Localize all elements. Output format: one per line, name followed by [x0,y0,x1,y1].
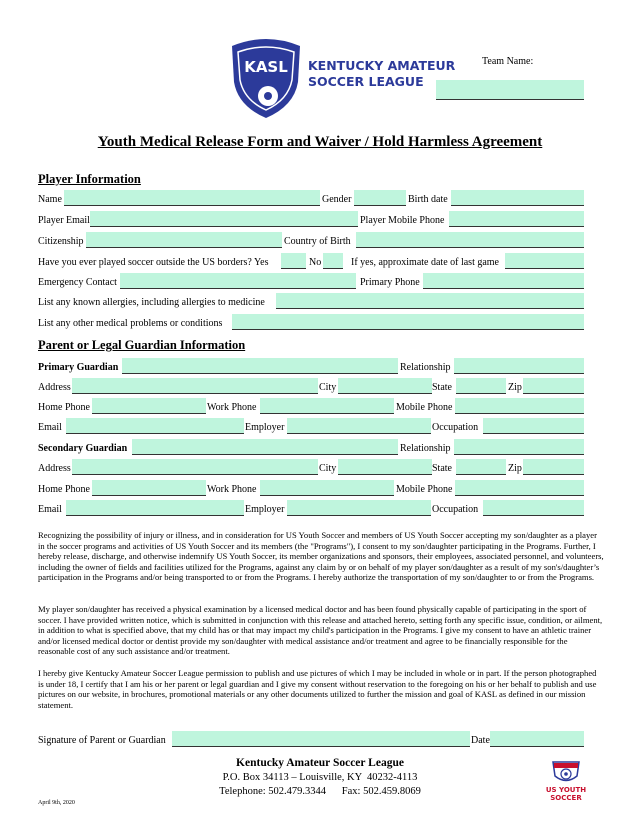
signature-date-label: Date [471,735,490,746]
usys-ball-icon [544,760,588,786]
played-outside-no-label: No [309,257,322,268]
primary-phone-field[interactable] [423,273,584,289]
last-game-date-field[interactable] [505,253,584,269]
primary-relationship-label: Relationship [400,362,451,373]
primary-guardian-field[interactable] [122,358,398,374]
us-youth-soccer-logo [544,760,588,808]
secondary-occupation-field[interactable] [483,500,584,516]
played-outside-label: Have you ever played soccer outside the US borders? Yes [38,257,269,268]
primary-state-label: State [432,382,452,393]
secondary-state-field[interactable] [456,459,506,475]
primary-relationship-field[interactable] [454,358,584,374]
secondary-relationship-field[interactable] [454,439,584,455]
primary-work-phone-label: Work Phone [207,402,257,413]
emergency-contact-label: Emergency Contact [38,277,117,288]
primary-occupation-label: Occupation [432,422,479,433]
player-email-field[interactable] [90,211,358,227]
player-mobile-field[interactable] [449,211,584,227]
player-mobile-label: Player Mobile Phone [360,215,445,226]
secondary-employer-field[interactable] [287,500,431,516]
secondary-email-field[interactable] [66,500,244,516]
secondary-mobile-phone-label: Mobile Phone [396,484,453,495]
primary-home-phone-label: Home Phone [38,402,90,413]
primary-email-field[interactable] [66,418,244,434]
allergies-label: List any known allergies, including allergies to medicine [38,297,265,308]
secondary-guardian-field[interactable] [132,439,398,455]
primary-zip-label: Zip [508,382,522,393]
primary-city-label: City [319,382,337,393]
secondary-relationship-label: Relationship [400,443,451,454]
citizenship-field[interactable] [86,232,282,248]
primary-email-label: Email [38,422,62,433]
primary-city-field[interactable] [338,378,432,394]
primary-work-phone-field[interactable] [260,398,394,414]
birth-date-field[interactable] [451,190,584,206]
signature-date-field[interactable] [490,731,584,747]
primary-address-field[interactable] [72,378,318,394]
secondary-zip-label: Zip [508,463,522,474]
primary-zip-field[interactable] [523,378,584,394]
secondary-email-label: Email [38,504,62,515]
name-field[interactable] [64,190,320,206]
logo-letters: KASL [244,58,288,76]
secondary-address-field[interactable] [72,459,318,475]
allergies-field[interactable] [276,293,584,309]
primary-mobile-phone-field[interactable] [455,398,584,414]
secondary-work-phone-field[interactable] [260,480,394,496]
form-title: Youth Medical Release Form and Waiver / Hold Harmless Agreement [97,134,543,150]
secondary-employer-label: Employer [245,504,285,515]
footer-phone: Telephone: 502.479.3344 Fax: 502.459.8069 [219,786,421,797]
secondary-occupation-label: Occupation [432,504,479,515]
secondary-zip-field[interactable] [523,459,584,475]
kasl-shield-icon [228,36,304,120]
primary-occupation-field[interactable] [483,418,584,434]
signature-field[interactable] [172,731,470,747]
medical-problems-field[interactable] [232,314,584,330]
country-of-birth-label: Country of Birth [284,236,351,247]
player-info-heading: Player Information [38,172,141,186]
medical-consent-paragraph: My player son/daughter has received a physical examination by a licensed medical doctor and has been found physically capable of participating in the sport of soccer. I have provided written notice, which is submitted in conjunction with this release and attached hereto, setting forth any specific issue, condition, or ailment, in addition to what is specified above, that my child has or that may impact my child's participation in the Programs. I give my consent to have an athletic trainer and/or licensed medical doctor or dentist provide my son/daughter with medical assistance and/or treatment and agree to be financially responsible for the reasonable cost of any such assistance and/or treatment. [38,604,603,657]
primary-state-field[interactable] [456,378,506,394]
gender-label: Gender [322,194,352,205]
secondary-mobile-phone-field[interactable] [455,480,584,496]
logo-line-2: SOCCER LEAGUE [308,74,424,89]
footer-org-name: Kentucky Amateur Soccer League [236,757,404,769]
secondary-state-label: State [432,463,452,474]
primary-employer-field[interactable] [287,418,431,434]
name-label: Name [38,194,62,205]
primary-phone-label: Primary Phone [360,277,420,288]
signature-label: Signature of Parent or Guardian [38,735,166,746]
secondary-guardian-label: Secondary Guardian [38,443,128,454]
emergency-contact-field[interactable] [120,273,356,289]
team-name-field[interactable] [436,80,584,100]
primary-mobile-phone-label: Mobile Phone [396,402,453,413]
team-name-label: Team Name: [482,56,534,67]
player-email-label: Player Email [38,215,90,226]
logo-line-1: KENTUCKY AMATEUR [308,58,456,73]
date-stamp: April 9th, 2020 [38,800,75,806]
guardian-info-heading: Parent or Legal Guardian Information [38,338,246,352]
primary-address-label: Address [38,382,71,393]
usys-logo-text: US YOUTH SOCCER [545,786,587,802]
secondary-address-label: Address [38,463,71,474]
release-paragraph: Recognizing the possibility of injury or illness, and in consideration for US Youth Soccer and members of US Youth Soccer accepting my son/daughter as a player in the soccer programs and activities of US Youth Soccer and its members (the "Programs"), I consent to my son/daughter participating in the Programs. Further, I hereby release, discharge, and otherwise indemnify US Youth Soccer, its member organizations and sponsors, their employees, associated personnel, and volunteers, including the owner of fields and facilities utilized for the Programs, against any claim by or on behalf of my player son/daughter as a result of my son's/daughter’s participation in the Programs and/or being transported to or from the Programs. I hereby authorize the transportation of my son/daughter to or from the Programs. [38,530,604,583]
played-outside-yes-field[interactable] [281,253,306,269]
primary-home-phone-field[interactable] [92,398,206,414]
gender-field[interactable] [354,190,406,206]
kasl-logo [228,36,456,120]
last-game-label: If yes, approximate date of last game [351,257,499,268]
played-outside-no-field[interactable] [323,253,343,269]
photo-consent-paragraph: I hereby give Kentucky Amateur Soccer League permission to publish and use pictures of which I may be included in whole or in part. If the person photographed is under 18, I certify that I am his or her parent or legal guardian and I give my consent without reservation to the foregoing on his or her behalf to publish and use pictures on our website, in brochures, promotional materials or any other documents utilized to further the mission and goal of KASL as defined in our mission statement. [38,668,597,710]
birth-date-label: Birth date [408,194,448,205]
primary-employer-label: Employer [245,422,285,433]
secondary-home-phone-field[interactable] [92,480,206,496]
country-of-birth-field[interactable] [356,232,584,248]
medical-problems-label: List any other medical problems or conditions [38,318,223,329]
secondary-city-label: City [319,463,337,474]
secondary-work-phone-label: Work Phone [207,484,257,495]
secondary-city-field[interactable] [338,459,432,475]
footer-address: P.O. Box 34113 – Louisville, KY 40232-4113 [222,772,418,783]
secondary-home-phone-label: Home Phone [38,484,90,495]
citizenship-label: Citizenship [38,236,84,247]
primary-guardian-label: Primary Guardian [38,362,119,373]
